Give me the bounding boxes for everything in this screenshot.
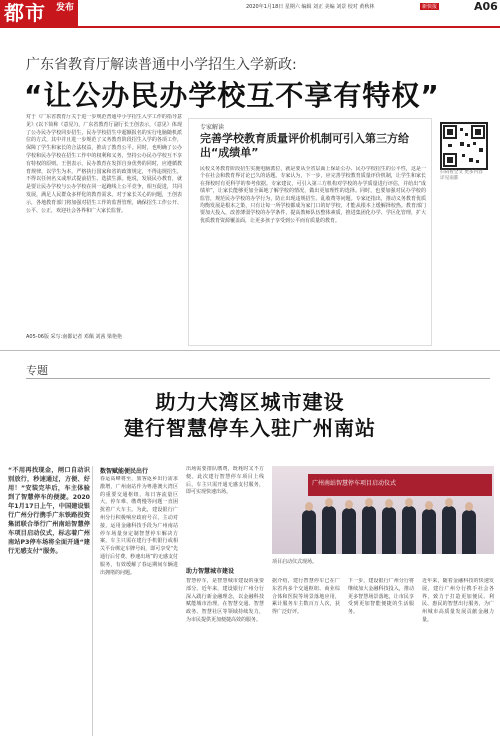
special-rule xyxy=(26,378,490,379)
special-label: 专题 xyxy=(26,364,48,377)
feature-column-2: 出场需要排队缴费，既耗时又不方便。此次建行智慧停车项目上线后，车主只需开通无感支付服务，即可实现快速出场。 xyxy=(186,466,264,496)
masthead xyxy=(0,0,500,26)
feature-column-6: 近年来，随着金融科技的快速发展，建行广州分行携手社会各界，致力于打造更加便民、利民、惠民的智慧出行服务，为广州城市高质量发展贡献金融力量。 xyxy=(422,578,494,623)
feature-subhead-1: 数智赋能便民出行 xyxy=(100,468,149,475)
event-photo xyxy=(272,466,494,554)
photo-caption: 项目启动仪式现场。 xyxy=(272,559,318,565)
column-rule xyxy=(92,466,93,736)
qr-caption: 扫码看全文 更多内容详见南都 xyxy=(440,170,483,181)
top-rule xyxy=(0,26,500,28)
section-subtitle: 发布 xyxy=(56,3,75,13)
story-body: 对于《广东省教育厅关于进一步规范普通中小学招生入学工作的指导意见》(以下简称《意见》)，广东省教育厅副厅长王创表示，《意见》体现了公办民办学校同步招生，民办学校招生中超额报名的实行电脑随机派位的方式，其中并且进一步规范了义务教育阶段招生入学的各项工作，保障了学生和家长的合法权益，推动了教育公平。同时，也明确了公办学校和民办学校在招生工作中的权利和义务，坚持公办民办学校互不享有特权的原则。王创表示，民办教育在发挥自身优势的同时，应遵循教育规律，以学生为本，严格执行国家和省的政策规定，不得违规招生，不得以任何名义或形式提前招生、选拔生源。他说，发展民办教育，就是要让民办学校与公办学校在同一起跑线上公平竞争，相互促进，共同发展，满足人民群众多样化的教育需求。对于家长关心的问题，王创表示，各地教育部门将加强对招生工作的监督管理，确保招生工作公开、公平、公正，欢迎社会各界和广大家长监督。 xyxy=(26,114,182,214)
expert-box-title: 完善学校教育质量评价机制可引入第三方给出“成绩单” xyxy=(200,132,409,159)
feature-column-5: 下一步，建设银行广州分行将继续加大金融科技投入，推动更多智慧场景落地，让市民享受到更加智能便捷的生活服务。 xyxy=(348,578,414,616)
story-kicker: 广东省教育厅解读普通中小学招生入学新政: xyxy=(26,57,297,73)
feature-headline-line2: 建行智慧停车入驻广州南站 xyxy=(124,416,376,440)
section-name: 都市 xyxy=(4,1,46,25)
feature-column-3: 智慧停车，是智慧城市建设的重要部分。近年来，建设银行广州分行深入践行新金融理念，以金融科技赋能城市治理，在智慧交通、智慧政务、智慧社区等领域持续发力，为市民提供更加便捷高效的服务。 xyxy=(186,578,264,623)
story-byline: A05-06版 采写:南都记者 邓佩 刘茜 梁艳艳 xyxy=(26,334,122,340)
page-tag: 新快报 xyxy=(422,4,438,10)
date-line: 2020年1月18日 星期六 编辑 刘正 美编 刘景 校对 黄秋林 xyxy=(246,4,375,10)
expert-box-label: 专家解读 xyxy=(200,124,225,131)
page-number: A06 xyxy=(474,0,498,13)
feature-headline-line1: 助力大湾区城市建设 xyxy=(155,390,345,414)
expert-box-body: 民校义务教育阶段招生实施电脑派位，就是要从全省层面上保证公办、民办学校招生的公平性，这是一个在社会和教育界讨论已久的话题。专家认为，下一步，应完善学校教育质量评价机制，让学生和家长在择校时有更科学的参考依据。专家建议，可引入第三方机构对学校的办学质量进行评估，并给出“成绩单”，让家长能够更加全面地了解学校的情况，做出更加理性的选择。同时，也要加强对民办学校的监管，规范民办学校的办学行为，防止出现违规招生、乱收费等问题。专家还指出，推动义务教育优质均衡发展是根本之策，只有让每一所学校都成为家门口的好学校，才能从根本上缓解择校热。教育部门要加大投入，改善薄弱学校的办学条件，提高教师队伍整体素质，推进集团化办学、学区化管理，扩大优质教育资源覆盖面，让更多孩子享受到公平而有质量的教育。 xyxy=(200,166,426,224)
qr-code-icon[interactable] xyxy=(440,122,488,170)
section-divider xyxy=(0,350,500,351)
photo-banner-text: 广州南站智慧停车项目启动仪式 xyxy=(312,480,397,487)
feature-lead: “不用再找现金，闸口自动识别放行，秒速通过，方便、好用！”安装完毕后，车主体验到了智慧停车的便捷。2020年1月17日上午，中国建设银行广州分行携手广东铁路投资集团联合举行广州南站智慧停车项目启动仪式，标志着广州南站P3停车场将全面开通“建行无感支付”服务。 xyxy=(8,467,90,555)
story-headline: “让公办民办学校互不享有特权” xyxy=(24,79,440,112)
feature-column-1: 春运高峰将至，旅客返乡出行需求激增，广州南站作为粤港澳大湾区的重要交通枢纽，每日客流量巨大，停车难、缴费慢等问题一直困扰着广大车主。为此，建设银行广州分行积极响应政府号召，主动对接，运用金融科技手段为广州南站停车场量身定制智慧停车解决方案，车主只需在建行手机银行或相关平台绑定车牌号码，即可享受“先通行后付费、秒速出场”的无感支付服务，有效缓解了春运期间车辆进出拥堵的问题。 xyxy=(100,476,178,576)
feature-column-4: 据介绍，建行智慧停车已在广东省内多个交通枢纽、商业综合体和医院等场景落地应用，累计服务车主数百万人次，获得广泛好评。 xyxy=(272,578,340,616)
feature-subhead-2: 助力智慧城市建设 xyxy=(186,568,235,575)
